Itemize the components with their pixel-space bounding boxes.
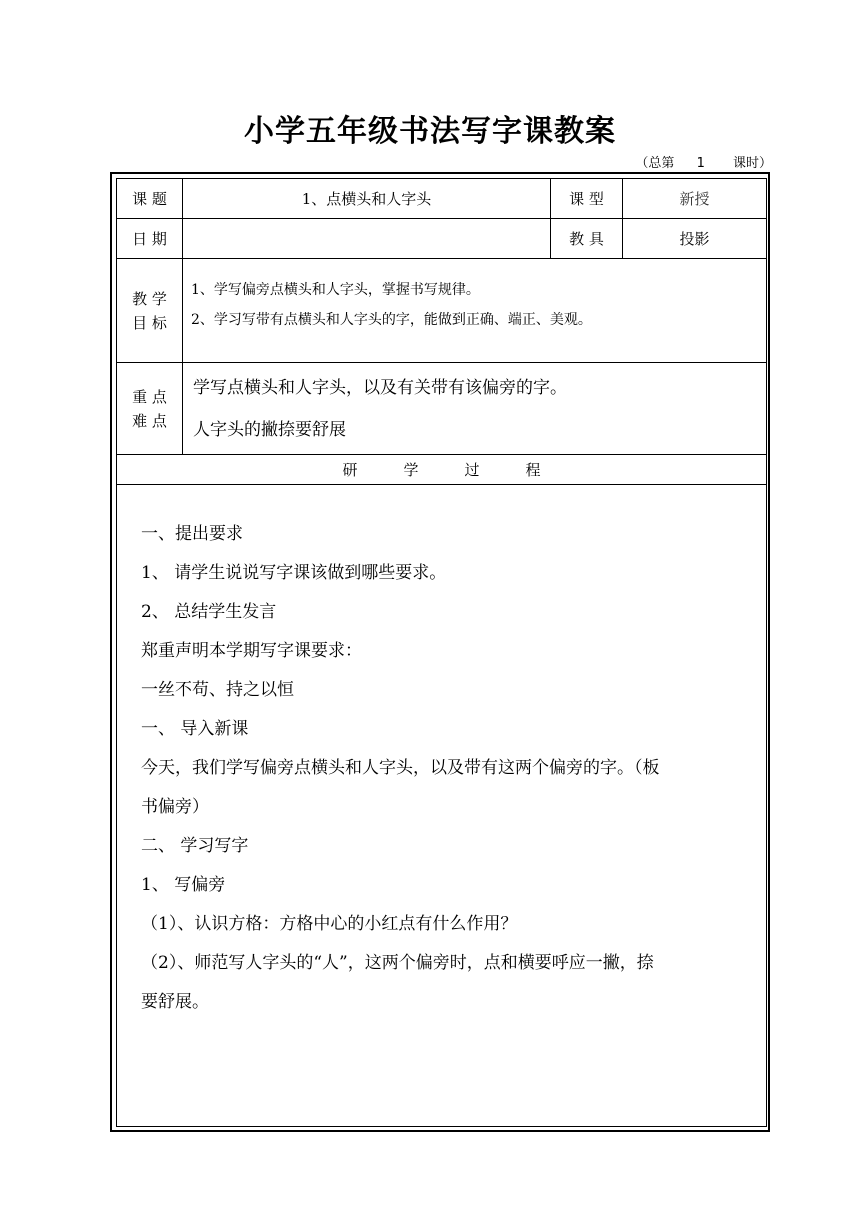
- process-line: 一丝不苟、持之以恒: [141, 680, 294, 700]
- tools-value: 投影: [623, 219, 767, 259]
- process-header-char: 程: [525, 461, 541, 479]
- document-title: 小学五年级书法写字课教案: [244, 114, 616, 149]
- process-line: 今天，我们学写偏旁点横头和人字头，以及带有这两个偏旁的字。（板: [141, 758, 660, 778]
- process-line: 郑重声明本学期写字课要求：: [141, 641, 362, 661]
- process-line: 一、提出要求: [141, 524, 243, 544]
- lesson-period-note: [635, 152, 772, 171]
- keypoints-content: [183, 363, 767, 455]
- keypoints-label: [117, 363, 183, 455]
- keypoint-item: 人字头的撇捺要舒展: [193, 419, 346, 440]
- period-prefix: （总第: [635, 156, 675, 171]
- goal-item: 2、学习写带有点横头和人字头的字，能做到正确、端正、美观。: [191, 312, 592, 328]
- process-line: 1、 写偏旁: [141, 875, 226, 895]
- process-header-char: 学: [403, 461, 419, 479]
- period-number: 1: [696, 156, 705, 171]
- process-header-char: 研: [342, 461, 358, 479]
- tools-label: 教 具: [551, 219, 623, 259]
- goals-label-line1: 教 学: [132, 289, 167, 308]
- process-line: 1、 请学生说说写字课该做到哪些要求。: [141, 563, 447, 583]
- process-line: 2、 总结学生发言: [141, 602, 277, 622]
- process-content: [117, 485, 767, 1127]
- keypoint-item: 学写点横头和人字头，以及有关带有该偏旁的字。: [193, 377, 567, 398]
- keypoints-label-line2: 难 点: [132, 411, 167, 430]
- type-label: 课 型: [551, 179, 623, 219]
- goals-content: [183, 259, 767, 363]
- process-line: 要舒展。: [141, 992, 209, 1012]
- date-label: 日 期: [117, 219, 183, 259]
- goal-item: 1、学写偏旁点横头和人字头，掌握书写规律。: [191, 282, 480, 298]
- period-suffix: 课时）: [732, 156, 772, 171]
- goals-label-line2: 目 标: [132, 313, 167, 332]
- process-line: 一、 导入新课: [141, 719, 249, 739]
- topic-label: 课 题: [117, 179, 183, 219]
- process-line: 书偏旁）: [141, 797, 209, 817]
- date-value: [183, 219, 551, 259]
- type-value: 新授: [623, 179, 767, 219]
- lesson-plan-table: [116, 178, 767, 1127]
- goals-label: [117, 259, 183, 363]
- process-line: 二、 学习写字: [141, 836, 249, 856]
- process-header-char: 过: [464, 461, 480, 479]
- process-line: （1）、认识方格：方格中心的小红点有什么作用？: [141, 914, 518, 934]
- process-line: （2）、师范写人字头的“人”，这两个偏旁时，点和横要呼应一撇，捺: [141, 953, 654, 973]
- topic-value: 1、点横头和人字头: [183, 179, 551, 219]
- keypoints-label-line1: 重 点: [132, 387, 167, 406]
- process-header: [117, 455, 767, 485]
